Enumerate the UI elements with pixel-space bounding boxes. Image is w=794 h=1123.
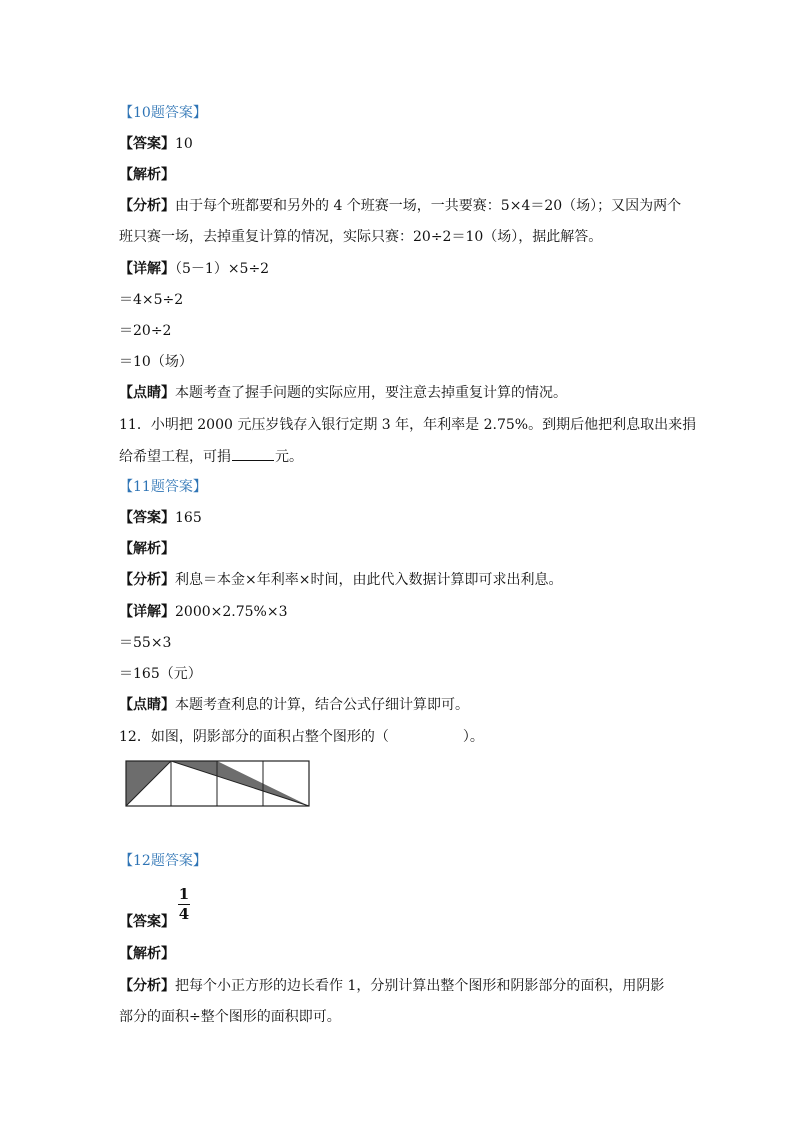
fenxi-text: 把每个小正方形的边长看作 1，分别计算出整个图形和阴影部分的面积，用阴影 xyxy=(175,978,665,994)
fraction-numerator: 1 xyxy=(178,885,190,903)
q10-answer-line xyxy=(119,136,193,152)
q10-fenxi-line2: 班只赛一场，去掉重复计算的情况，实际只赛：20÷2＝10（场），据此解答。 xyxy=(119,229,603,245)
answer-blank xyxy=(232,448,274,461)
q11-answer-header: 【11题答案】 xyxy=(119,479,207,495)
xiangjie-label: 【详解】 xyxy=(119,604,175,620)
q11-step2: ＝165（元） xyxy=(119,666,202,682)
q10-fenxi-line1 xyxy=(119,198,681,214)
xiangjie-label: 【详解】 xyxy=(119,261,175,277)
q10-step1: ＝4×5÷2 xyxy=(119,292,184,308)
xiangjie-text: 2000×2.75%×3 xyxy=(175,604,288,620)
q10-xiangjie-line xyxy=(119,261,269,277)
answer-value: 10 xyxy=(175,136,193,152)
question-text-end: 元。 xyxy=(275,449,303,465)
answer-label: 【答案】 xyxy=(119,136,175,152)
fraction-denominator: 4 xyxy=(178,905,190,923)
q12-analysis-header: 【解析】 xyxy=(119,946,175,962)
q10-step3: ＝10（场） xyxy=(119,354,193,370)
q11-question-line2 xyxy=(119,448,303,465)
diagonal-line xyxy=(171,761,309,806)
q11-dianjing-line xyxy=(119,697,469,713)
question-text-end: ）。 xyxy=(462,729,484,745)
shaded-rectangle-figure xyxy=(125,760,311,808)
q12-answer-line xyxy=(119,914,175,930)
dianjing-label: 【点睛】 xyxy=(119,385,175,401)
q11-xiangjie-line xyxy=(119,604,287,620)
question-text: 12．如图，阴影部分的面积占整个图形的（ xyxy=(119,729,389,745)
answer-fraction xyxy=(178,887,190,922)
answer-label: 【答案】 xyxy=(119,510,175,526)
q11-answer-line xyxy=(119,510,202,526)
fenxi-label: 【分析】 xyxy=(119,198,175,214)
dianjing-text: 本题考查利息的计算，结合公式仔细计算即可。 xyxy=(175,697,469,713)
q10-answer-header: 【10题答案】 xyxy=(119,105,207,121)
q11-fenxi-line xyxy=(119,572,562,588)
fenxi-label: 【分析】 xyxy=(119,572,175,588)
q12-fenxi-line2: 部分的面积÷整个图形的面积即可。 xyxy=(119,1009,341,1025)
fenxi-text: 利息＝本金×年利率×时间，由此代入数据计算即可求出利息。 xyxy=(175,572,563,588)
q12-question-line xyxy=(119,729,484,745)
q12-fenxi-line1 xyxy=(119,978,664,994)
q10-analysis-header: 【解析】 xyxy=(119,167,175,183)
xiangjie-text: （5－1）×5÷2 xyxy=(175,261,270,277)
answer-value: 165 xyxy=(175,510,202,526)
answer-label: 【答案】 xyxy=(119,914,175,930)
q11-step1: ＝55×3 xyxy=(119,635,172,651)
q12-answer-header: 【12题答案】 xyxy=(119,853,207,869)
question-text: 给希望工程，可捐 xyxy=(119,449,231,465)
fenxi-text: 由于每个班都要和另外的 4 个班赛一场，一共要赛：5×4＝20（场）；又因为两个 xyxy=(175,198,682,214)
q11-question-line1: 11．小明把 2000 元压岁钱存入银行定期 3 年，年利率是 2.75%。到期后他把利息取出来捐 xyxy=(119,417,697,433)
dianjing-text: 本题考查了握手问题的实际应用，要注意去掉重复计算的情况。 xyxy=(175,385,567,401)
q10-dianjing-line xyxy=(119,385,567,401)
q10-step2: ＝20÷2 xyxy=(119,323,172,339)
dianjing-label: 【点睛】 xyxy=(119,697,175,713)
fenxi-label: 【分析】 xyxy=(119,978,175,994)
q11-analysis-header: 【解析】 xyxy=(119,541,175,557)
